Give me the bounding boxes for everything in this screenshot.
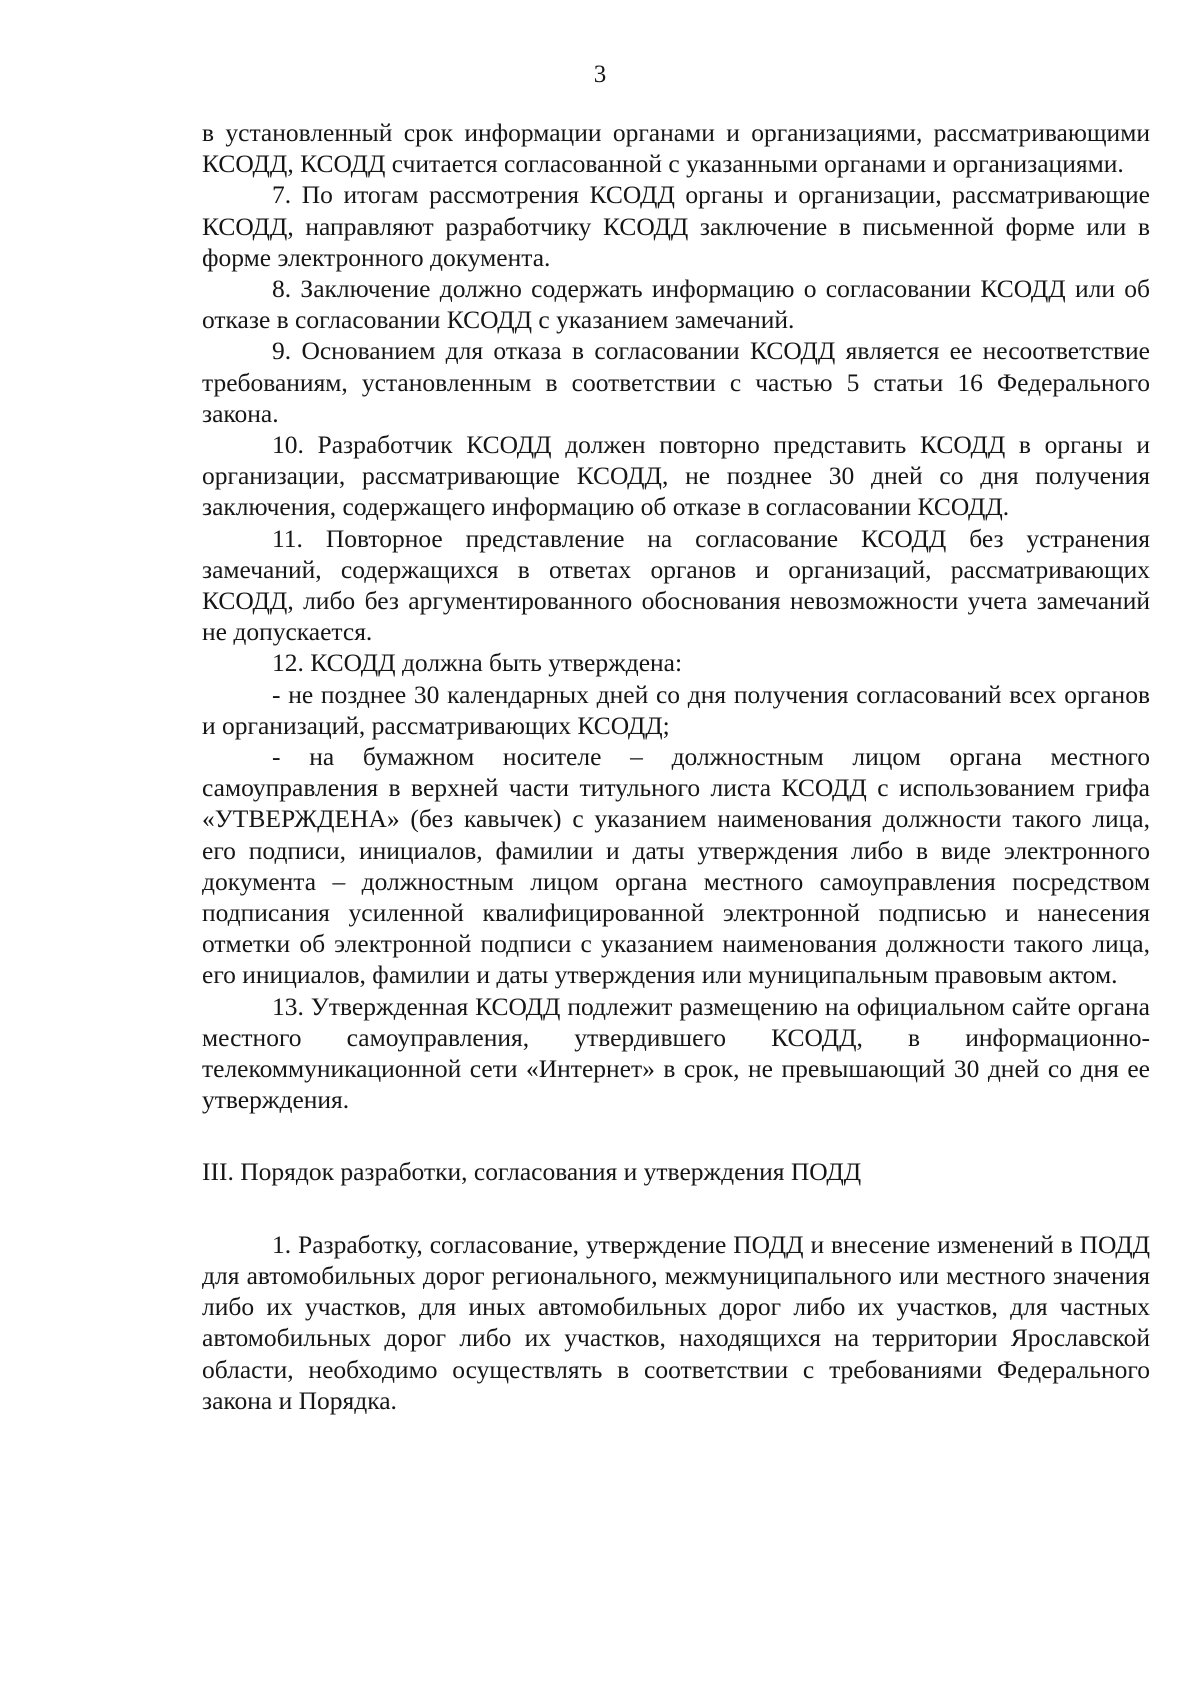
paragraph-item-12: 12. КСОДД должна быть утверждена: [272,648,683,678]
paragraph-item-13: 13. Утвержденная КСОДД подлежит размещению на официальном сайте органа местного самоуправления, утвердившего КСОДД, в информационно-телекоммуникационной сети «Интернет» в срок, не превышающий 30 дней со дня ее утверждения. [202,991,1150,1115]
list-item-12-deadline: - не позднее 30 календарных дней со дня получения согласований всех органов и организаций, рассматривающих КСОДД; [202,679,1150,740]
list-item-12-approval: - на бумажном носителе – должностным лицом органа местного самоуправления в верхней части титульного листа КСОДД с использованием грифа «УТВЕРЖДЕНА» (без кавычек) с указанием наименования должности такого лица, его подписи, инициалов, фамилии и даты утверждения либо в виде электронного документа – должностным лицом органа местного самоуправления посредством подписания усиленной квалифицированной электронной подписью и нанесения отметки об электронной подписи с указанием наименования должности такого лица, его инициалов, фамилии и даты утверждения или муниципальным правовым актом. [202,742,1150,990]
paragraph-continuation: в установленный срок информации органами и организациями, рассматривающими КСОДД, КСОДД считается согласованной с указанными органами и организациями. [202,118,1150,179]
paragraph-item-7: 7. По итогам рассмотрения КСОДД органы и организации, рассматривающие КСОДД, направляют разработчику КСОДД заключение в письменной форме или в форме электронного документа. [202,180,1150,272]
section-paragraph-1: 1. Разработку, согласование, утверждение ПОДД и внесение изменений в ПОДД для автомобильных дорог регионального, межмуниципального или местного значения либо их участков, для иных автомобильных дорог либо их участков, для частных автомобильных дорог либо их участков, находящихся на территории Ярославской области, необходимо осуществлять в соответствии с требованиями Федерального закона и Порядка. [202,1229,1150,1415]
page-number: 3 [593,61,607,88]
paragraph-item-10: 10. Разработчик КСОДД должен повторно представить КСОДД в органы и организации, рассматривающие КСОДД, не позднее 30 дней со дня получения заключения, содержащего информацию об отказе в согласовании КСОДД. [202,430,1150,522]
paragraph-item-11: 11. Повторное представление на согласование КСОДД без устранения замечаний, содержащихся в ответах органов и организаций, рассматривающих КСОДД, либо без аргументированного обоснования невозможности учета замечаний не допускается. [202,523,1150,647]
paragraph-item-8: 8. Заключение должно содержать информацию о согласовании КСОДД или об отказе в согласовании КСОДД с указанием замечаний. [202,274,1150,335]
paragraph-item-9: 9. Основанием для отказа в согласовании КСОДД является ее несоответствие требованиям, установленным в соответствии с частью 5 статьи 16 Федерального закона. [202,336,1150,428]
document-body [202,117,1150,1416]
section-heading: III. Порядок разработки, согласования и утверждения ПОДД [202,1156,862,1186]
